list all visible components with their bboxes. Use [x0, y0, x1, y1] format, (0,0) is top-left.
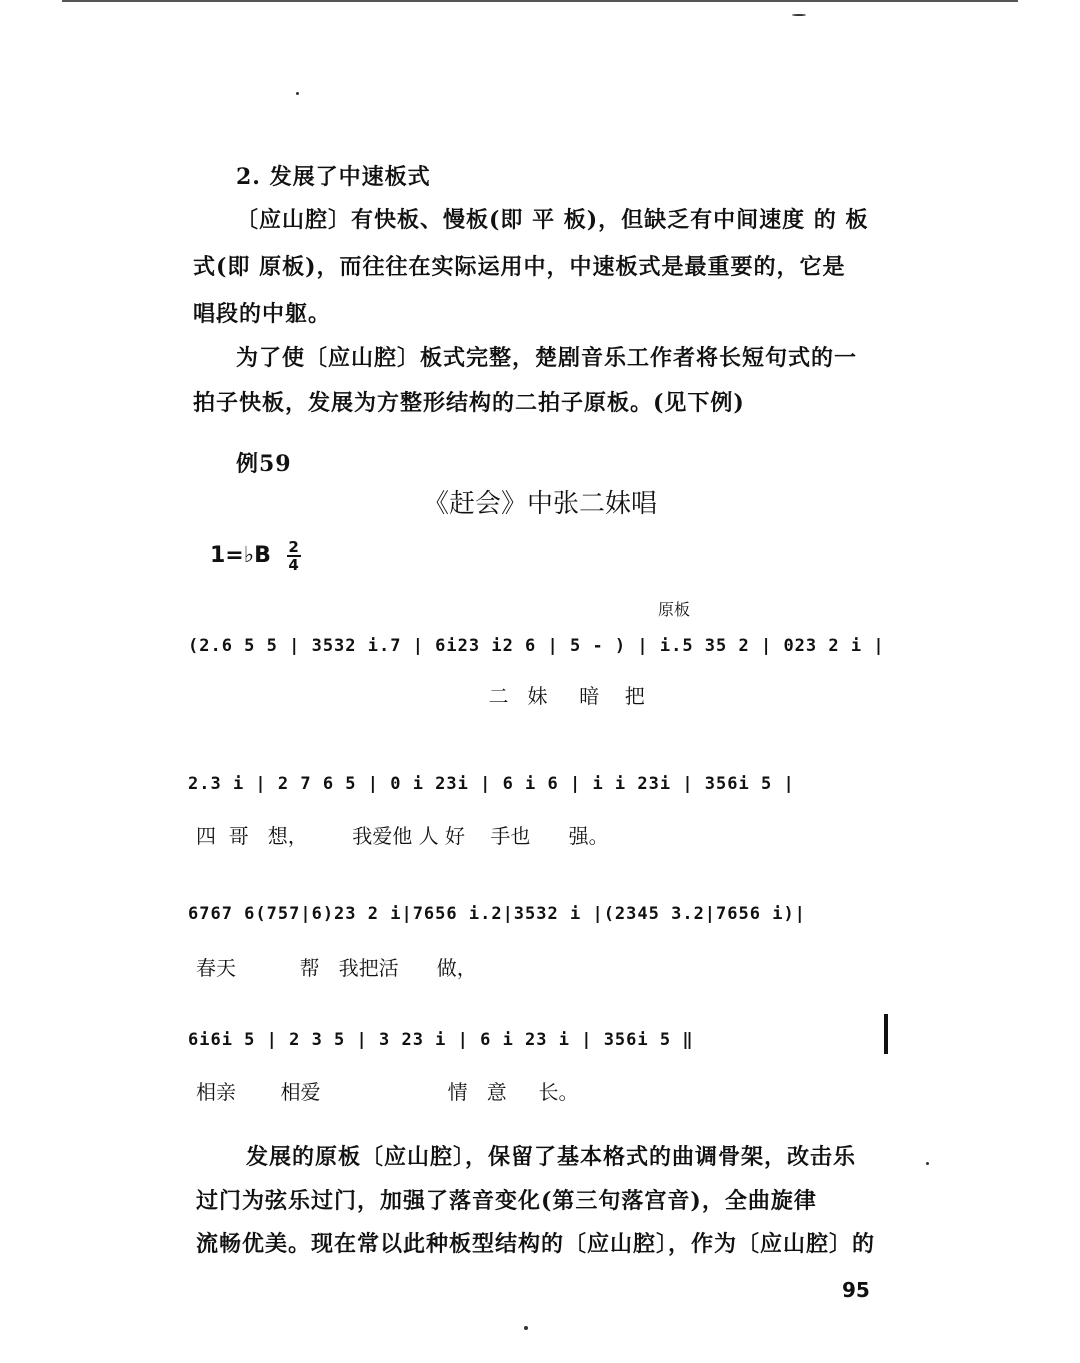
tempo-marker: 原板 [658, 600, 691, 619]
paragraph3-line1: 发展的原板〔应山腔〕，保留了基本格式的曲调骨架，改击乐 [246, 1144, 857, 1170]
paragraph1-line3: 唱段的中躯。 [193, 301, 332, 327]
paragraph3-line2: 过门为弦乐过门，加强了落音变化(第三句落宫音)，全曲旋律 [196, 1188, 817, 1214]
scan-speck [524, 1326, 528, 1330]
song-title: 《赶会》中张二妹唱 [422, 489, 657, 519]
score-line-2-notes: 2.3 i | 2 7 6 5 | 0 i 23i | 6 i 6 | i i 23i | 356i 5 | [188, 774, 795, 794]
score-line-2-lyrics: 四 哥 想， 我爱他 人 好 手也 强。 [196, 824, 609, 848]
score-line-3-notes: 6767 6(757|6)23 2 i|7656 i.2|3532 i |(2345 3.2|7656 i)| [188, 904, 806, 924]
time-bottom: 4 [288, 556, 299, 574]
paragraph2-line1: 为了使〔应山腔〕板式完整，楚剧音乐工作者将长短句式的一 [236, 345, 858, 371]
scan-speck [792, 14, 806, 16]
paragraph2-line2: 拍子快板，发展为方整形结构的二拍子原板。(见下例) [193, 390, 745, 416]
top-rule [62, 0, 1018, 2]
example-label: 例59 [236, 451, 292, 477]
paragraph1-line2: 式(即 原板)，而往往在实际运用中，中速板式是最重要的，它是 [193, 254, 846, 280]
key-text: 1=♭B [210, 543, 271, 568]
score-line-4-notes: 6i6i 5 | 2 3 5 | 3 23 i | 6 i 23 i | 356i 5 ‖ [188, 1030, 694, 1050]
score-line-1-notes: (2.6 5 5 | 3532 i.7 | 6i23 i2 6 | 5 - ) | i.5 35 2 | 023 2 i | [188, 636, 885, 656]
time-top: 2 [288, 538, 299, 556]
score-line-1-lyrics: 二 妹 暗 把 [196, 684, 645, 708]
key-signature [210, 540, 301, 572]
scan-speck [296, 92, 299, 95]
section-heading: 2. 发展了中速板式 [236, 164, 431, 190]
scan-speck [926, 1162, 929, 1165]
final-barline [884, 1014, 888, 1054]
paragraph1-line1: 〔应山腔〕有快板、慢板(即 平 板)，但缺乏有中间速度 的 板 [236, 207, 869, 233]
paragraph3-line3: 流畅优美。现在常以此种板型结构的〔应山腔〕，作为〔应山腔〕的 [196, 1231, 876, 1257]
time-signature [287, 540, 301, 572]
score-line-3-lyrics: 春天 帮 我把活 做， [196, 956, 477, 980]
score-line-4-lyrics: 相亲 相爱 情 意 长。 [196, 1080, 579, 1104]
page-number: 95 [842, 1278, 870, 1302]
